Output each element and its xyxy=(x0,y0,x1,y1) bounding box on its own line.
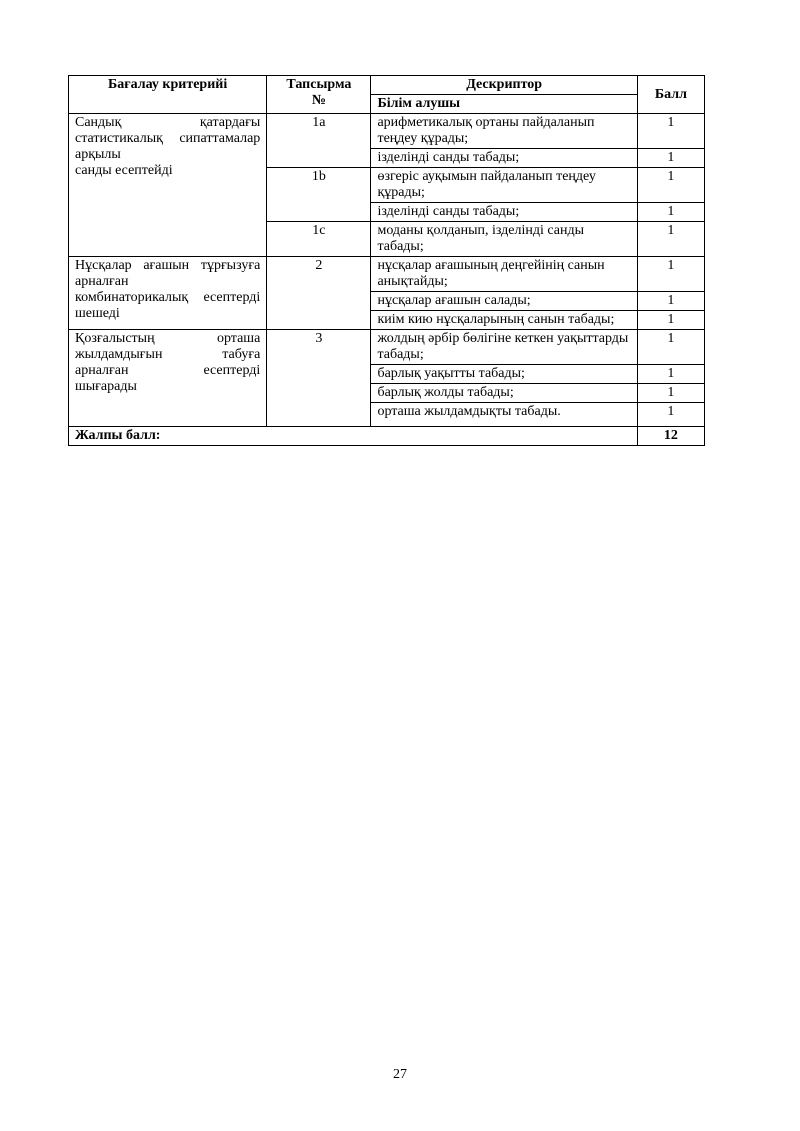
table-row xyxy=(69,257,705,292)
task-number: 2 xyxy=(267,257,371,330)
descriptor-text: орташа жылдамдықты табады. xyxy=(371,403,637,427)
assessment-rubric-table xyxy=(68,75,705,446)
criteria-text: Нұсқалар ағашын тұрғызуға арналған xyxy=(75,258,261,289)
task-number: 3 xyxy=(267,330,371,427)
criteria-cell xyxy=(69,257,267,330)
task-number: 1c xyxy=(267,222,371,257)
criteria-text: Сандық қатардағы статистикалық сипаттамалар арқылы xyxy=(75,115,261,162)
header-task-line1: Тапсырма xyxy=(286,77,352,92)
criteria-text: Қозғалыстың орташа жылдамдығын табуға арналған есептерді xyxy=(75,331,261,378)
score-value: 1 xyxy=(637,203,704,222)
table-row xyxy=(69,114,705,149)
score-value: 1 xyxy=(637,403,704,427)
descriptor-text: киім кию нұсқаларының санын табады; xyxy=(371,311,637,330)
total-label: Жалпы балл: xyxy=(69,427,638,446)
descriptor-text: нұсқалар ағашының деңгейінің санын анықтайды; xyxy=(371,257,637,292)
descriptor-text: моданы қолданып, ізделінді санды табады; xyxy=(371,222,637,257)
score-value: 1 xyxy=(637,292,704,311)
score-value: 1 xyxy=(637,311,704,330)
header-descriptor: Дескриптор xyxy=(371,76,637,95)
score-value: 1 xyxy=(637,257,704,292)
descriptor-text: барлық уақытты табады; xyxy=(371,365,637,384)
criteria-cell xyxy=(69,330,267,427)
descriptor-text: ізделінді санды табады; xyxy=(371,149,637,168)
header-learner: Білім алушы xyxy=(371,95,637,114)
descriptor-text: барлық жолды табады; xyxy=(371,384,637,403)
table-row xyxy=(69,330,705,365)
descriptor-text: ізделінді санды табады; xyxy=(371,203,637,222)
score-value: 1 xyxy=(637,114,704,149)
score-value: 1 xyxy=(637,384,704,403)
task-number: 1b xyxy=(267,168,371,222)
descriptor-text: жолдың әрбір бөлігіне кеткен уақыттарды табады; xyxy=(371,330,637,365)
header-task-line2: № xyxy=(311,93,326,108)
criteria-text-last: санды есептейді xyxy=(75,163,173,178)
page-number: 27 xyxy=(393,1067,407,1082)
header-row xyxy=(69,76,705,95)
task-number: 1a xyxy=(267,114,371,168)
score-value: 1 xyxy=(637,222,704,257)
criteria-text-last: шығарады xyxy=(75,379,137,394)
total-value: 12 xyxy=(637,427,704,446)
header-score: Балл xyxy=(637,76,704,114)
score-value: 1 xyxy=(637,149,704,168)
header-criteria: Бағалау критерийі xyxy=(69,76,267,114)
score-value: 1 xyxy=(637,365,704,384)
header-task xyxy=(267,76,371,114)
descriptor-text: нұсқалар ағашын салады; xyxy=(371,292,637,311)
score-value: 1 xyxy=(637,330,704,365)
criteria-text-last: комбинаторикалық есептерді шешеді xyxy=(75,290,261,321)
criteria-cell xyxy=(69,114,267,257)
score-value: 1 xyxy=(637,168,704,203)
total-row xyxy=(69,427,705,446)
descriptor-text: өзгеріс ауқымын пайдаланып теңдеу құрады; xyxy=(371,168,637,203)
descriptor-text: арифметикалық ортаны пайдаланып теңдеу құрады; xyxy=(371,114,637,149)
